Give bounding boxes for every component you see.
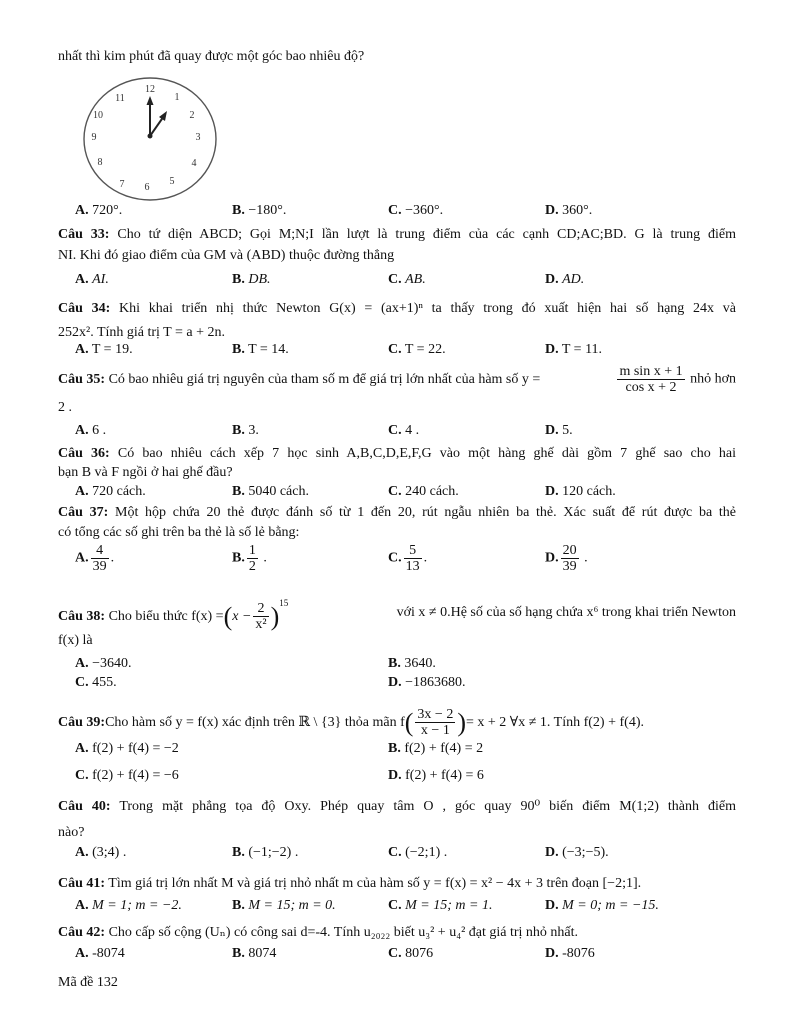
- option-c[interactable]: C. 8076: [388, 946, 434, 961]
- option-b[interactable]: B. (−1;−2) .: [232, 845, 299, 860]
- option-b[interactable]: B. $\frac{1}{2}$ .: [232, 543, 267, 574]
- option-b[interactable]: B. 3.: [232, 423, 259, 438]
- fraction: $\frac{\text{m sin x + 1}}{\text{cos x + 2}}$: [619, 364, 683, 395]
- option-d[interactable]: D. 360°.: [545, 203, 593, 218]
- option-a[interactable]: A. T = 19.: [75, 342, 133, 357]
- option-a[interactable]: A. $\frac{4}{39}$ .: [75, 543, 115, 574]
- option-b[interactable]: B. f(2) + f(4) = 2: [388, 741, 484, 756]
- q35-line1: Câu 35: Có bao nhiêu giá trị nguyên của tham số m để giá trị lớn nhất của hàm số y = $\frac{\text{m sin x + 1}}{\text{cos x + 2}}$ nhỏ hơn: [58, 364, 736, 395]
- hour-hand-tip: [159, 111, 167, 121]
- option-a[interactable]: A. M = 1; m = −2.: [75, 898, 182, 913]
- q41-line1: Câu 41: Tìm giá trị lớn nhất M và giá trị nhỏ nhất m của hàm số y = f(x) = x² − 4x + 3 trên đoạn [−2;1].: [58, 876, 642, 891]
- option-d[interactable]: D. −1863680.: [388, 675, 466, 690]
- option-b[interactable]: B. M = 15; m = 0.: [232, 898, 336, 913]
- clock-number: 11: [115, 93, 125, 104]
- option-a[interactable]: A. 720°.: [75, 203, 123, 218]
- q40-line2: nào?: [58, 825, 85, 840]
- clock-number: 2: [189, 110, 195, 121]
- minute-hand-tip: [147, 96, 154, 105]
- clock-number: 4: [191, 158, 197, 169]
- clock-number: 9: [91, 132, 97, 143]
- option-a[interactable]: A. 720 cách.: [75, 484, 146, 499]
- q37-line1: Câu 37: Một hộp chứa 20 thẻ được đánh số từ 1 đến 20, rút ngẫu nhiên ba thẻ. Xác suất để rút được ba thẻ: [58, 505, 736, 520]
- q37-line2: có tổng các số ghi trên ba thẻ là số lẻ bằng:: [58, 525, 300, 540]
- option-d[interactable]: D. AD.: [545, 272, 585, 287]
- option-c[interactable]: C. T = 22.: [388, 342, 446, 357]
- option-b[interactable]: B. T = 14.: [232, 342, 289, 357]
- option-c[interactable]: C. 4 .: [388, 423, 420, 438]
- option-b[interactable]: B. 3640.: [388, 656, 436, 671]
- q42-line1: Câu 42: Cho cấp số cộng (Uₙ) có công sai d=-4. Tính u₂₀₂₂ biết u₃² + u₄² đạt giá trị nhỏ nhất.: [58, 925, 579, 940]
- option-c[interactable]: C. f(2) + f(4) = −6: [75, 768, 179, 783]
- q40-line1: Câu 40: Trong mặt phẳng tọa độ Oxy. Phép quay tâm O , góc quay 90⁰ biến điểm M(1;2) thành điểm: [58, 799, 736, 814]
- option-c[interactable]: C. $\frac{5}{13}$ .: [388, 543, 428, 574]
- option-d[interactable]: D. 5.: [545, 423, 573, 438]
- hour-hand: [150, 116, 164, 136]
- option-a[interactable]: A. (3;4) .: [75, 845, 127, 860]
- option-b[interactable]: B. −180°.: [232, 203, 287, 218]
- clock-number: 10: [93, 110, 103, 121]
- q38-line1: Câu 38: Cho biểu thức f(x) =(x − $\frac{2}{\text{x²}}$ )$^{15}$ với x ≠ 0.Hệ số của số hạng chứa x⁶ trong khai triển Newton: [58, 598, 736, 633]
- q36-line2: bạn B và F ngồi ở hai ghế đầu?: [58, 465, 233, 480]
- clock-number: 6: [144, 182, 150, 193]
- option-d[interactable]: D. -8076: [545, 946, 595, 961]
- q39-line1: Câu 39: Cho hàm số y = f(x) xác định trên ℝ \ {3} thỏa mãn f ( $\frac{3x - 2}{x - 1}$ ) = x + 2 ∀x ≠ 1. Tính f(2) + f(4).: [58, 707, 644, 738]
- clock-center: [148, 134, 153, 139]
- option-a[interactable]: A. f(2) + f(4) = −2: [75, 741, 179, 756]
- q38-line2: f(x) là: [58, 633, 93, 648]
- exam-code-footer: Mã đề 132: [58, 975, 118, 990]
- q35-line2: 2 .: [58, 400, 72, 415]
- q34-line1: Câu 34: Khi khai triển nhị thức Newton G(x) = (ax+1)ⁿ ta thấy trong đó xuất hiện hai số hạng 24x và: [58, 301, 736, 316]
- option-c[interactable]: C. 240 cách.: [388, 484, 459, 499]
- clock-figure: [80, 74, 220, 204]
- q36-line1: Câu 36: Có bao nhiêu cách xếp 7 học sinh A,B,C,D,E,F,G vào một hàng ghế dài gồm 7 ghế sao cho hai: [58, 446, 736, 461]
- q32-stem: nhất thì kim phút đã quay được một góc bao nhiêu độ?: [58, 49, 365, 64]
- q33-line1: Câu 33: Cho tứ diện ABCD; Gọi M;N;I lần lượt là trung điểm của các cạnh CD;AC;BD. G là trung điểm: [58, 227, 736, 242]
- clock-number: 1: [174, 92, 180, 103]
- clock-number: 7: [119, 179, 125, 190]
- option-d[interactable]: D. 120 cách.: [545, 484, 616, 499]
- option-d[interactable]: D. (−3;−5).: [545, 845, 609, 860]
- clock-number: 5: [169, 176, 175, 187]
- clock-number: 8: [97, 157, 103, 168]
- clock-number: 12: [145, 84, 155, 95]
- clock-number: 3: [195, 132, 201, 143]
- option-c[interactable]: C. M = 15; m = 1.: [388, 898, 493, 913]
- option-c[interactable]: C. (−2;1) .: [388, 845, 448, 860]
- option-c[interactable]: C. 455.: [75, 675, 117, 690]
- option-c[interactable]: C. −360°.: [388, 203, 444, 218]
- option-a[interactable]: A. −3640.: [75, 656, 132, 671]
- q33-line2: NI. Khi đó giao điểm của GM và (ABD) thuộc đường thẳng: [58, 248, 395, 263]
- option-c[interactable]: C. AB.: [388, 272, 426, 287]
- option-b[interactable]: B. 8074: [232, 946, 277, 961]
- option-b[interactable]: B. 5040 cách.: [232, 484, 309, 499]
- q34-line2: 252x². Tính giá trị T = a + 2n.: [58, 325, 225, 340]
- option-d[interactable]: D. $\frac{20}{39}$ .: [545, 543, 588, 574]
- option-d[interactable]: D. M = 0; m = −15.: [545, 898, 659, 913]
- option-a[interactable]: A. 6 .: [75, 423, 107, 438]
- option-d[interactable]: D. f(2) + f(4) = 6: [388, 768, 484, 783]
- option-b[interactable]: B. DB.: [232, 272, 271, 287]
- option-a[interactable]: A. -8074: [75, 946, 125, 961]
- option-a[interactable]: A. AI.: [75, 272, 109, 287]
- option-d[interactable]: D. T = 11.: [545, 342, 603, 357]
